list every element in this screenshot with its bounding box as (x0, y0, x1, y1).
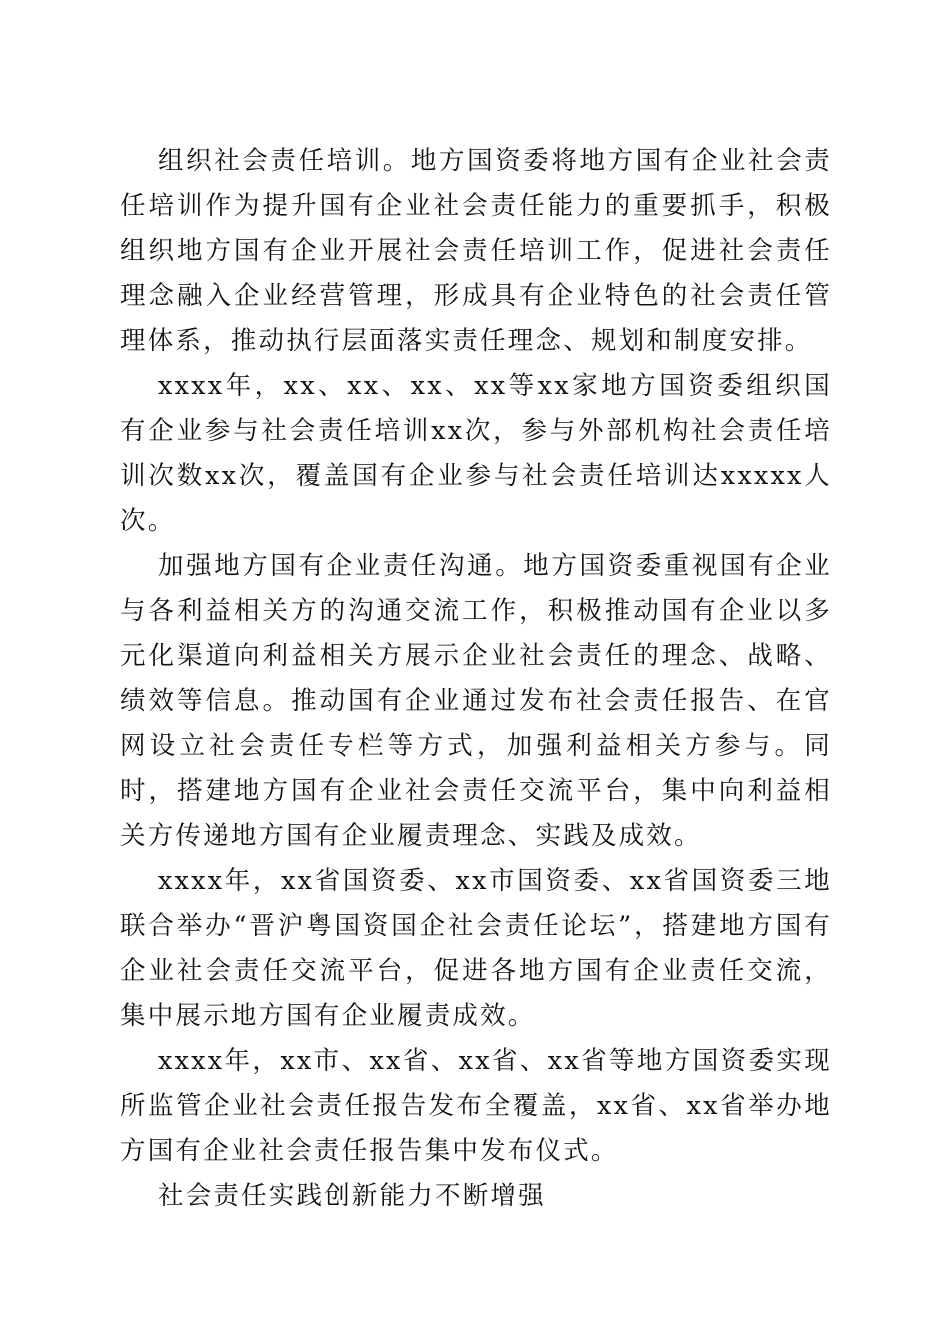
paragraph-training-stats: xxxx年，xx、xx、xx、xx等xx家地方国资委组织国有企业参与社会责任培训xx次，参与外部机构社会责任培训次数xx次，覆盖国有企业参与社会责任培训达xxxxx人次。 (120, 371, 832, 536)
section-heading-innovation: 社会责任实践创新能力不断增强 (158, 1181, 546, 1211)
paragraph-report-coverage: xxxx年，xx市、xx省、xx省、xx省等地方国资委实现所监管企业社会责任报告发布全覆盖，xx省、xx省举办地方国有企业社会责任报告集中发布仪式。 (120, 1046, 832, 1166)
document-body (120, 139, 832, 1219)
paragraph-training: 组织社会责任培训。地方国资委将地方国有企业社会责任培训作为提升国有企业社会责任能力的重要抓手，积极组织地方国有企业开展社会责任培训工作，促进社会责任理念融入企业经营管理，形成具有企业特色的社会责任管理体系，推动执行层面落实责任理念、规划和制度安排。 (120, 146, 832, 356)
paragraph-communication: 加强地方国有企业责任沟通。地方国资委重视国有企业与各利益相关方的沟通交流工作，积极推动国有企业以多元化渠道向利益相关方展示企业社会责任的理念、战略、绩效等信息。推动国有企业通过发布社会责任报告、在官网设立社会责任专栏等方式，加强利益相关方参与。同时，搭建地方国有企业社会责任交流平台，集中向利益相关方传递地方国有企业履责理念、实践及成效。 (120, 551, 832, 851)
paragraph-forum: xxxx年，xx省国资委、xx市国资委、xx省国资委三地联合举办“晋沪粤国资国企社会责任论坛”，搭建地方国有企业社会责任交流平台，促进各地方国有企业责任交流，集中展示地方国有企业履责成效。 (120, 866, 832, 1031)
